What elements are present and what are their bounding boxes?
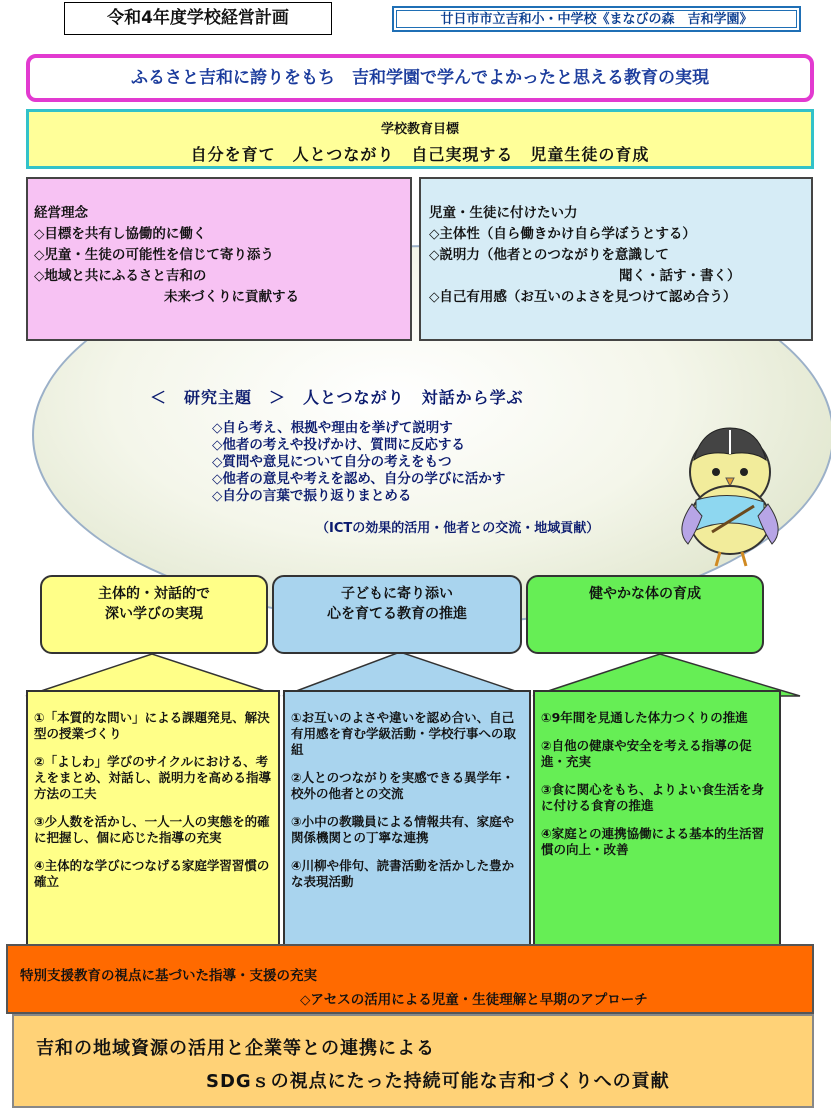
school-motto: ふるさと吉和に誇りをもち 吉和学園で学んでよかったと思える教育の実現 (26, 54, 814, 102)
column-heart (283, 690, 531, 946)
column-item: ①9年間を見通した体力つくりの推進 (541, 710, 748, 725)
school-name: 廿日市市立吉和小・中学校《まなびの森 吉和学園》 (396, 10, 797, 28)
special-support-title: 特別支援教育の視点に基づいた指導・支援の充実 (20, 968, 317, 984)
page-title: 令和4年度学校経営計画 (64, 2, 332, 35)
pillar-deep-learning (40, 575, 268, 654)
abilities-item: 聞く・話す・書く） (619, 268, 741, 284)
column-health (533, 690, 781, 946)
column-item: ②自他の健康や安全を考える指導の促進・充実 (541, 738, 752, 769)
research-item: ◇自ら考え、根拠や理由を挙げて説明す (212, 420, 453, 436)
research-item: ◇他者の考えや投げかけ、質問に反応する (212, 437, 465, 453)
community-line: 吉和の地域資源の活用と企業等との連携による (36, 1038, 435, 1059)
pillar-heart-education (272, 575, 522, 654)
column-item: ④主体的な学びにつなげる家庭学習習慣の確立 (34, 858, 270, 889)
column-item: ③食に関心をもち、よりよい食生活を身に付ける食育の推進 (541, 782, 765, 813)
research-theme-title: ＜ 研究主題 ＞ 人とつながり 対話から学ぶ (150, 388, 524, 407)
school-name-box (392, 6, 801, 32)
management-item: ◇地域と共にふるさと吉和の (34, 268, 207, 284)
management-philosophy-box (26, 177, 412, 341)
pillar-label: 子どもに寄り添い (341, 586, 453, 602)
management-heading: 経営理念 (34, 205, 88, 221)
community-contribution-band (12, 1014, 814, 1108)
research-item: ◇質問や意見について自分の考えをもつ (212, 454, 452, 470)
column-item: ①お互いのよさや違いを認め合い、自己有用感を育む学級活動・学校行事への取組 (291, 710, 517, 757)
special-support-detail: ◇アセスの活用による児童・生徒理解と早期のアプローチ (300, 992, 648, 1008)
special-support-band (6, 944, 814, 1014)
pillar-label: 心を育てる教育の推進 (327, 606, 467, 622)
target-abilities-box (419, 177, 813, 341)
column-item: ③小中の教職員による情報共有、家庭や関係機関との丁寧な連携 (291, 814, 515, 845)
column-item: ③少人数を活かし、一人一人の実態を的確に把握し、個に応じた指導の充実 (34, 814, 270, 845)
column-item: ②人とのつながりを実感できる異学年・校外の他者との交流 (291, 770, 515, 801)
abilities-heading: 児童・生徒に付けたい力 (429, 205, 578, 221)
column-item: ①「本質的な問い」による課題発見、解決型の授業づくり (34, 710, 270, 741)
research-item: ◇他者の意見や考えを認め、自分の学びに活かす (212, 471, 506, 487)
pillar-label: 主体的・対話的で (98, 586, 210, 602)
community-line: SDGｓの視点にたった持続可能な吉和づくりへの貢献 (206, 1071, 670, 1092)
management-item: 未来づくりに貢献する (164, 289, 299, 305)
school-goal-box (26, 109, 814, 169)
abilities-item: ◇説明力（他者とのつながりを意識して (429, 247, 669, 263)
column-learning (26, 690, 280, 946)
school-goal-text: 自分を育て 人とつながり 自己実現する 児童生徒の育成 (190, 145, 650, 164)
column-item: ②「よしわ」学びのサイクルにおける、考えをまとめ、対話し、説明力を高める指導方法の工夫 (34, 754, 272, 801)
school-goal-heading: 学校教育目標 (380, 122, 459, 137)
pillar-label: 深い学びの実現 (105, 606, 203, 622)
abilities-item: ◇主体性（自ら働きかけ自ら学ぼうとする） (429, 226, 696, 242)
research-item: ◇自分の言葉で振り返りまとめる (212, 488, 412, 504)
mascot-owl-illustration (672, 420, 792, 570)
research-theme-list (212, 420, 505, 505)
management-item: ◇目標を共有し協働的に働く (34, 226, 207, 242)
abilities-item: ◇自己有用感（お互いのよさを見つけて認め合う） (429, 289, 737, 305)
research-note: （ICTの効果的活用・他者との交流・地域貢献） (316, 521, 600, 536)
pillar-healthy-body (526, 575, 764, 654)
pillar-label: 健やかな体の育成 (589, 586, 701, 602)
management-item: ◇児童・生徒の可能性を信じて寄り添う (34, 247, 274, 263)
column-item: ④川柳や俳句、読書活動を活かした豊かな表現活動 (291, 858, 515, 889)
column-item: ④家庭との連携協働による基本的生活習慣の向上・改善 (541, 826, 765, 857)
